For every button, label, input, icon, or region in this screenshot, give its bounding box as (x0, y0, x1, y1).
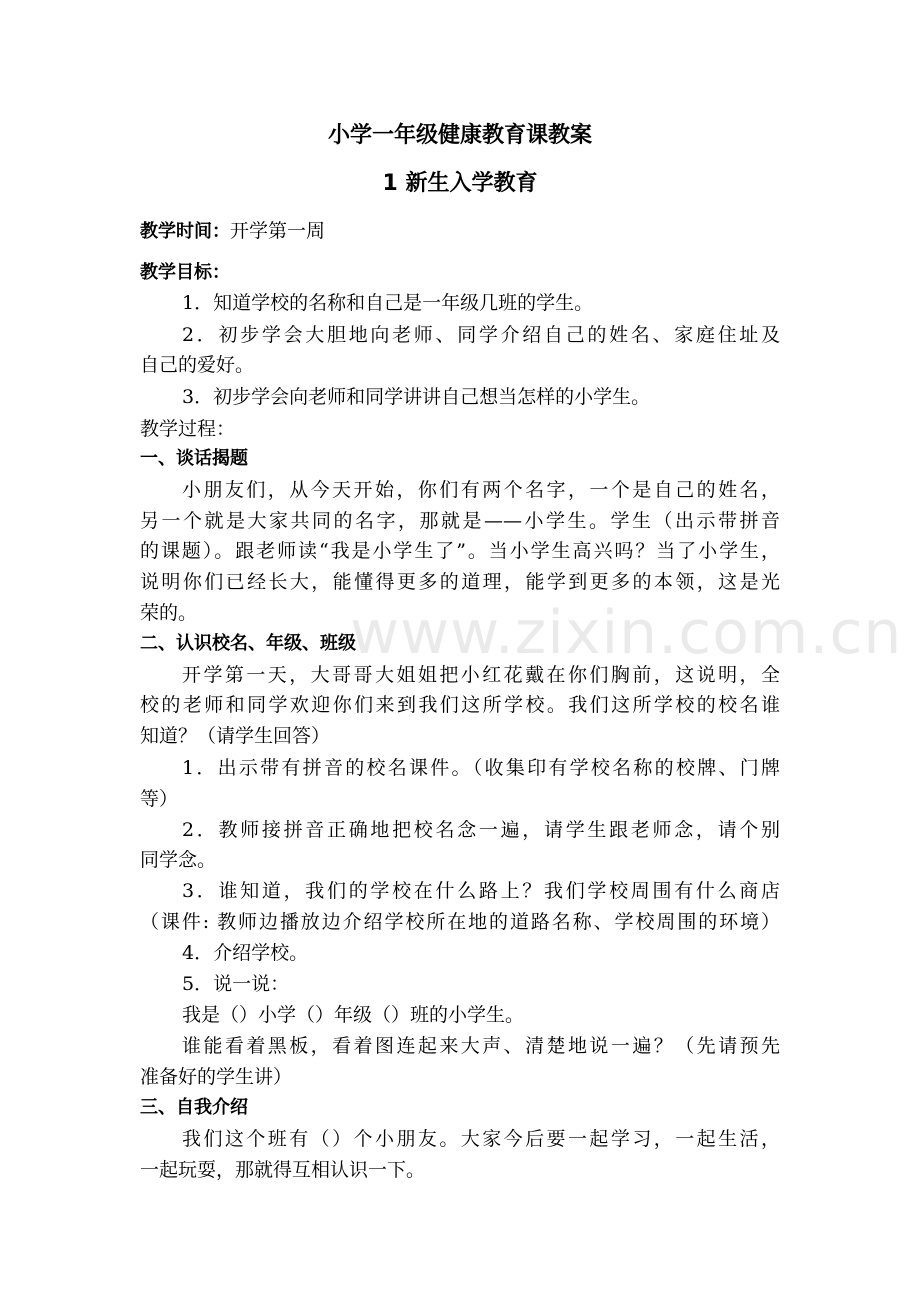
paragraph-line: 2．教师接拼音正确地把校名念一遍，请学生跟老师念，请个别 (182, 819, 780, 841)
watermark: www.zixin.com.cn (350, 598, 903, 668)
goal-line: 2．初步学会大胆地向老师、同学介绍自己的姓名、家庭住址及 (182, 324, 780, 346)
paragraph-line: 荣的。 (140, 602, 198, 624)
lesson-title: 1 新生入学教育 (382, 171, 538, 196)
section-heading: 三、自我介绍 (140, 1097, 248, 1118)
paragraph-line: 谁能看着黑板，看着图连起来大声、清楚地说一遍？（先请预先 (182, 1035, 780, 1057)
paragraph-line: 的课题）。跟老师读“我是小学生了”。当小学生高兴吗？当了小学生， (140, 540, 780, 562)
paragraph-line: 5．说一说： (182, 973, 290, 995)
process-heading: 教学过程： (140, 418, 236, 440)
section-heading: 二、认识校名、年级、班级 (140, 633, 356, 654)
goal-line: 1．知道学校的名称和自己是一年级几班的学生。 (182, 292, 594, 314)
paragraph-line: 4．介绍学校。 (182, 942, 309, 964)
paragraph-line: 3．谁知道，我们的学校在什么路上？我们学校周围有什么商店 (182, 880, 780, 902)
paragraph-line: 开学第一天，大哥哥大姐姐把小红花戴在你们胸前，这说明，全 (182, 664, 780, 686)
teaching-time-value: 开学第一周 (230, 220, 326, 242)
paragraph-line: 准备好的学生讲） (140, 1066, 293, 1088)
paragraph-line: 小朋友们，从今天开始，你们有两个名字，一个是自己的姓名， (182, 479, 780, 501)
paragraph-line: 另一个就是大家共同的名字，那就是——小学生。学生（出示带拼音 (140, 510, 780, 532)
section-heading: 一、谈话揭题 (140, 448, 248, 469)
paragraph-line: 同学念。 (140, 849, 217, 871)
paragraph-line: 我是（）小学（）年级（）班的小学生。 (182, 1004, 525, 1026)
goal-line: 自己的爱好。 (140, 354, 255, 376)
paragraph-line: 说明你们已经长大，能懂得更多的道理，能学到更多的本领，这是光 (140, 571, 780, 593)
paragraph-line: （课件: 教师边播放边介绍学校所在地的道路名称、学校周围的环境） (140, 911, 780, 933)
paragraph-line: 知道？（请学生回答） (140, 725, 331, 747)
paragraph-line: 校的老师和同学欢迎你们来到我们这所学校。我们这所学校的校名谁 (140, 694, 780, 716)
document-title: 小学一年级健康教育课教案 (327, 123, 592, 148)
paragraph-line: 1．出示带有拼音的校名课件。（收集印有学校名称的校牌、门牌 (182, 757, 780, 779)
paragraph-line: 等） (140, 788, 179, 810)
teaching-time (140, 216, 780, 247)
teaching-time-label: 教学时间： (140, 221, 230, 242)
goals-heading: 教学目标： (140, 262, 230, 283)
paragraph-line: 一起玩耍，那就得互相认识一下。 (140, 1159, 426, 1181)
paragraph-line: 我们这个班有（）个小朋友。大家今后要一起学习，一起生活， (182, 1128, 780, 1150)
goal-line: 3．初步学会向老师和同学讲讲自己想当怎样的小学生。 (182, 386, 651, 408)
